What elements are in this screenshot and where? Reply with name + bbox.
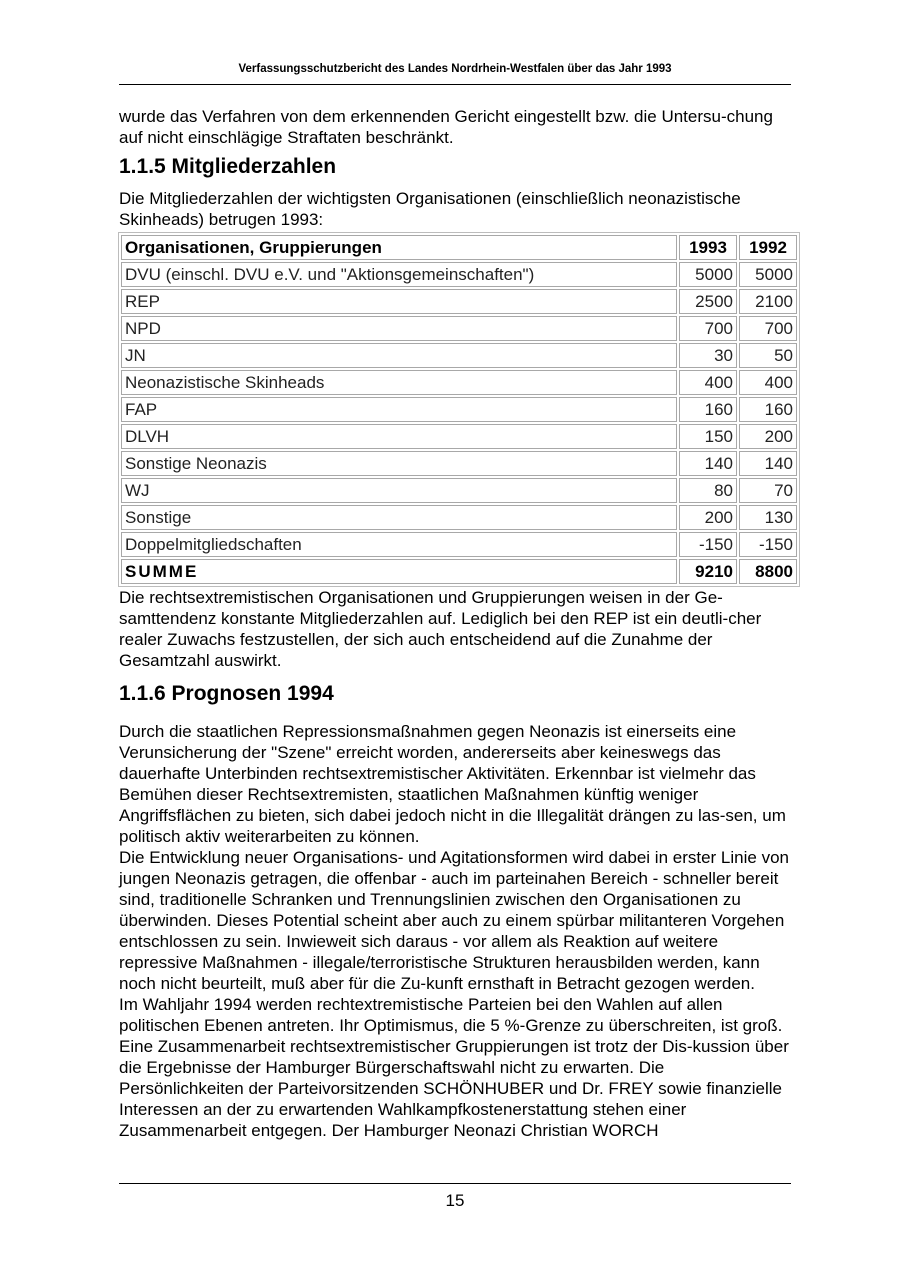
organisation-cell: DVU (einschl. DVU e.V. und "Aktionsgemeinschaften")	[121, 262, 677, 287]
section-heading-prognosen: 1.1.6 Prognosen 1994	[119, 682, 334, 705]
value-1993-cell: 150	[679, 424, 737, 449]
value-1992-cell: 2100	[739, 289, 797, 314]
table-header-row	[121, 235, 797, 260]
table-row	[121, 397, 797, 422]
organisation-cell: Doppelmitgliedschaften	[121, 532, 677, 557]
running-header: Verfassungsschutzbericht des Landes Nordrhein-Westfalen über das Jahr 1993	[238, 63, 672, 75]
intro-paragraph: wurde das Verfahren von dem erkennenden Gericht eingestellt bzw. die Untersu-chung auf nicht einschlägige Straftaten beschränkt.	[119, 107, 773, 147]
value-1993-cell: 140	[679, 451, 737, 476]
value-1992-cell: -150	[739, 532, 797, 557]
value-1992-cell: 50	[739, 343, 797, 368]
organisation-cell: JN	[121, 343, 677, 368]
table-row	[121, 505, 797, 530]
table-row	[121, 424, 797, 449]
table-row	[121, 289, 797, 314]
column-header-1992: 1992	[739, 235, 797, 260]
column-header-organisation: Organisationen, Gruppierungen	[121, 235, 677, 260]
header-rule	[119, 84, 791, 85]
section-lead-paragraph: Die Mitgliederzahlen der wichtigsten Organisationen (einschließlich neonazistische Skinheads) betrugen 1993:	[119, 189, 741, 229]
table-total-row	[121, 559, 797, 584]
organisation-cell: Neonazistische Skinheads	[121, 370, 677, 395]
value-1992-cell: 70	[739, 478, 797, 503]
table-row	[121, 262, 797, 287]
organisation-cell: Sonstige	[121, 505, 677, 530]
organisation-cell: REP	[121, 289, 677, 314]
prognosis-paragraph: Die Entwicklung neuer Organisations- und Agitationsformen wird dabei in erster Linie von jungen Neonazis getragen, die offenbar - auch im parteinahen Bereich - schneller bereit sind, traditionelle Schranken und Trennungslinien zwischen den Organisationen zu überwinden. Dieses Potential scheint aber auch zu einem spürbar militanteren Vorgehen entschlossen zu sein. Inwieweit sich daraus - vor allem als Reaktion auf weitere repressive Maßnahmen - illegale/terroristische Strukturen herausbilden werden, kann noch nicht beurteilt, muß aber für die Zu-kunft ernsthaft in Betracht gezogen werden.	[119, 848, 789, 993]
page-number: 15	[445, 1191, 465, 1210]
value-1992-cell: 130	[739, 505, 797, 530]
value-1992-cell: 140	[739, 451, 797, 476]
value-1993-cell: 400	[679, 370, 737, 395]
value-1992-cell: 200	[739, 424, 797, 449]
prognosis-paragraph: Im Wahljahr 1994 werden rechtextremistische Parteien bei den Wahlen auf allen politischen Ebenen antreten. Ihr Optimismus, die 5 %-Grenze zu überschreiten, ist groß. Eine Zusammenarbeit rechtsextremistischer Gruppierungen ist trotz der Dis-kussion über die Ergebnisse der Hamburger Bürgerschaftswahl nicht zu erwarten. Die Persönlichkeiten der Parteivorsitzenden SCHÖNHUBER und Dr. FREY sowie finanzielle Interessen an der zu erwartenden Wahlkampfkostenerstattung stehen einer Zusammenarbeit entgegen. Der Hamburger Neonazi Christian WORCH	[119, 995, 789, 1140]
total-1993-cell: 9210	[679, 559, 737, 584]
table-row	[121, 532, 797, 557]
value-1993-cell: 160	[679, 397, 737, 422]
table-row	[121, 343, 797, 368]
organisation-cell: DLVH	[121, 424, 677, 449]
organisation-cell: Sonstige Neonazis	[121, 451, 677, 476]
total-1992-cell: 8800	[739, 559, 797, 584]
column-header-1993: 1993	[679, 235, 737, 260]
value-1993-cell: 200	[679, 505, 737, 530]
value-1993-cell: 30	[679, 343, 737, 368]
total-label-cell: SUMME	[121, 559, 677, 584]
table-row	[121, 478, 797, 503]
footer-rule	[119, 1183, 791, 1184]
organisation-cell: NPD	[121, 316, 677, 341]
table-commentary-paragraph: Die rechtsextremistischen Organisationen und Gruppierungen weisen in der Ge-samttendenz konstante Mitgliederzahlen auf. Lediglich bei den REP ist ein deutli-cher realer Zuwachs festzustellen, der sich auch entscheidend auf die Zunahme der Gesamtzahl auswirkt.	[119, 588, 762, 670]
value-1992-cell: 400	[739, 370, 797, 395]
value-1992-cell: 700	[739, 316, 797, 341]
value-1993-cell: -150	[679, 532, 737, 557]
table-row	[121, 370, 797, 395]
page-content	[119, 106, 791, 1141]
table-row	[121, 451, 797, 476]
value-1992-cell: 160	[739, 397, 797, 422]
value-1993-cell: 700	[679, 316, 737, 341]
value-1993-cell: 5000	[679, 262, 737, 287]
section-heading-mitgliederzahlen: 1.1.5 Mitgliederzahlen	[119, 155, 337, 178]
value-1992-cell: 5000	[739, 262, 797, 287]
value-1993-cell: 2500	[679, 289, 737, 314]
organisation-cell: WJ	[121, 478, 677, 503]
organisation-cell: FAP	[121, 397, 677, 422]
prognosis-paragraph: Durch die staatlichen Repressionsmaßnahmen gegen Neonazis ist einerseits eine Verunsicherung der "Szene" erreicht worden, andererseits aber keineswegs das dauerhafte Unterbinden rechtsextremistischer Aktivitäten. Erkennbar ist vielmehr das Bemühen dieser Rechtsextremisten, staatlichen Maßnahmen künftig weniger Angriffsflächen zu bieten, sich dabei jedoch nicht in die Illegalität drängen zu las-sen, um politisch aktiv weiterarbeiten zu können.	[119, 722, 786, 846]
membership-table	[118, 232, 800, 587]
table-row	[121, 316, 797, 341]
value-1993-cell: 80	[679, 478, 737, 503]
